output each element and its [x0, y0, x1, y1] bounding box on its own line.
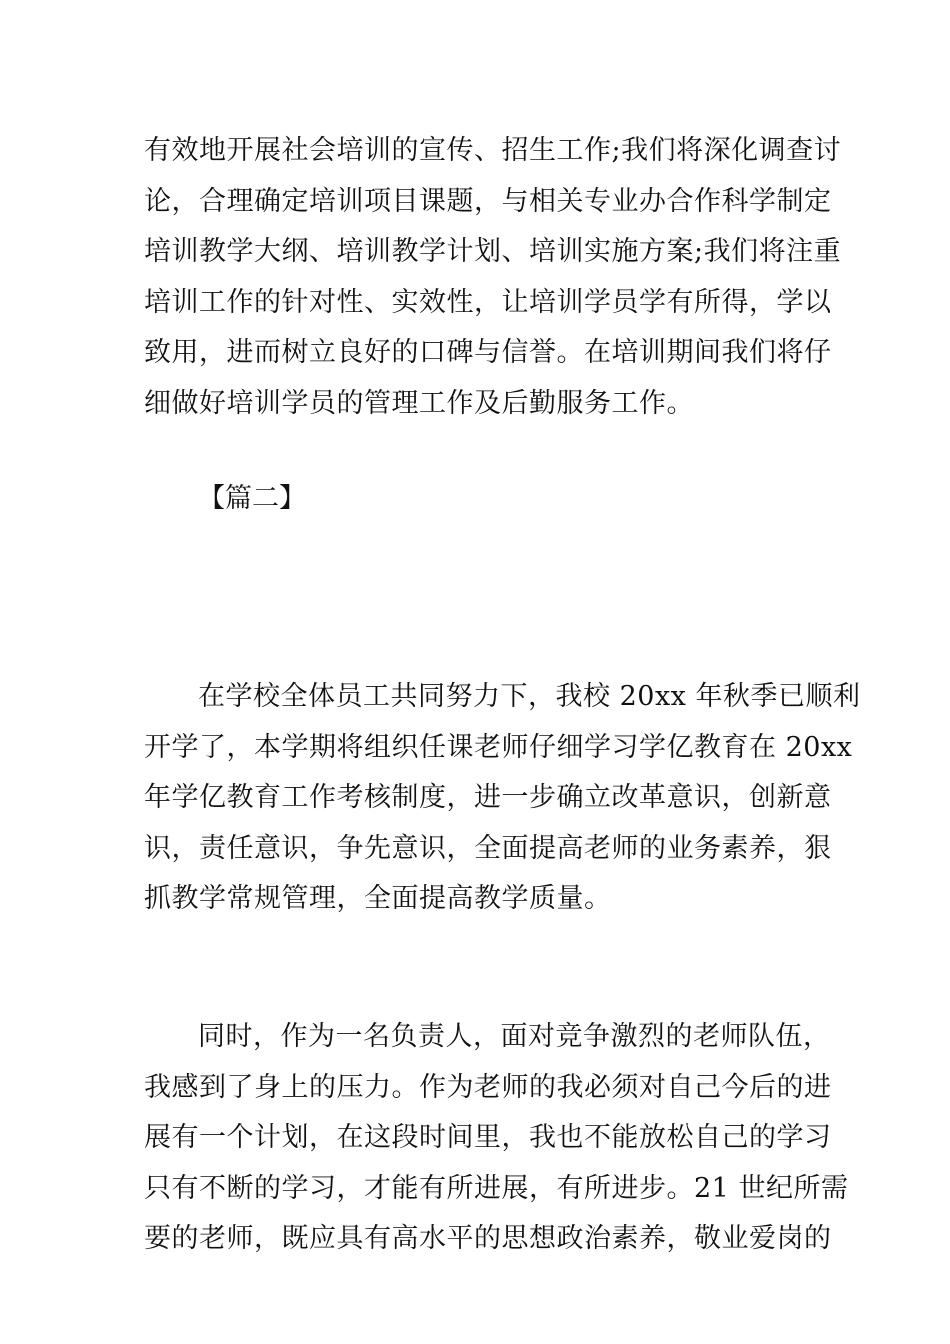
paragraph-line: 致用，进而树立良好的口碑与信誉。在培训期间我们将仔 — [144, 337, 832, 368]
paragraph-line: 抓教学常规管理，全面提高教学质量。 — [144, 883, 612, 914]
paragraph-line: 开学了，本学期将组织任课老师仔细学习学亿教育在 20xx — [144, 731, 853, 763]
paragraph-personal-pressure — [144, 1012, 849, 1265]
paragraph-line: 只有不断的学习，才能有所进展，有所进步。21 世纪所需 — [144, 1172, 849, 1204]
paragraph-line: 培训教学大纲、培训教学计划、培训实施方案;我们将注重 — [144, 236, 842, 267]
paragraph-line: 识，责任意识，争先意识，全面提高老师的业务素养，狠 — [144, 832, 832, 864]
paragraph-line: 年学亿教育工作考核制度，进一步确立改革意识，创新意 — [144, 782, 832, 813]
paragraph-training-plan — [144, 126, 842, 429]
paragraph-line: 我感到了身上的压力。作为老师的我必须对自己今后的进 — [144, 1071, 832, 1103]
paragraph-semester-start — [144, 672, 861, 925]
section-heading: 【篇二】 — [198, 483, 306, 514]
paragraph-line: 培训工作的针对性、实效性，让培训学员学有所得，学以 — [144, 286, 832, 318]
paragraph-line: 细做好培训学员的管理工作及后勤服务工作。 — [144, 387, 694, 419]
paragraph-line: 有效地开展社会培训的宣传、招生工作;我们将深化调查讨 — [144, 135, 842, 166]
paragraph-line: 论，合理确定培训项目课题，与相关专业办合作科学制定 — [144, 185, 832, 217]
paragraph-line: 展有一个计划，在这段时间里，我也不能放松自己的学习 — [144, 1122, 832, 1153]
paragraph-line: 在学校全体员工共同努力下，我校 20xx 年秋季已顺利 — [198, 681, 861, 712]
paragraph-line: 同时，作为一名负责人，面对竞争激烈的老师队伍， — [198, 1021, 831, 1052]
paragraph-line: 要的老师，既应具有高水平的思想政治素养，敬业爱岗的 — [144, 1223, 832, 1254]
